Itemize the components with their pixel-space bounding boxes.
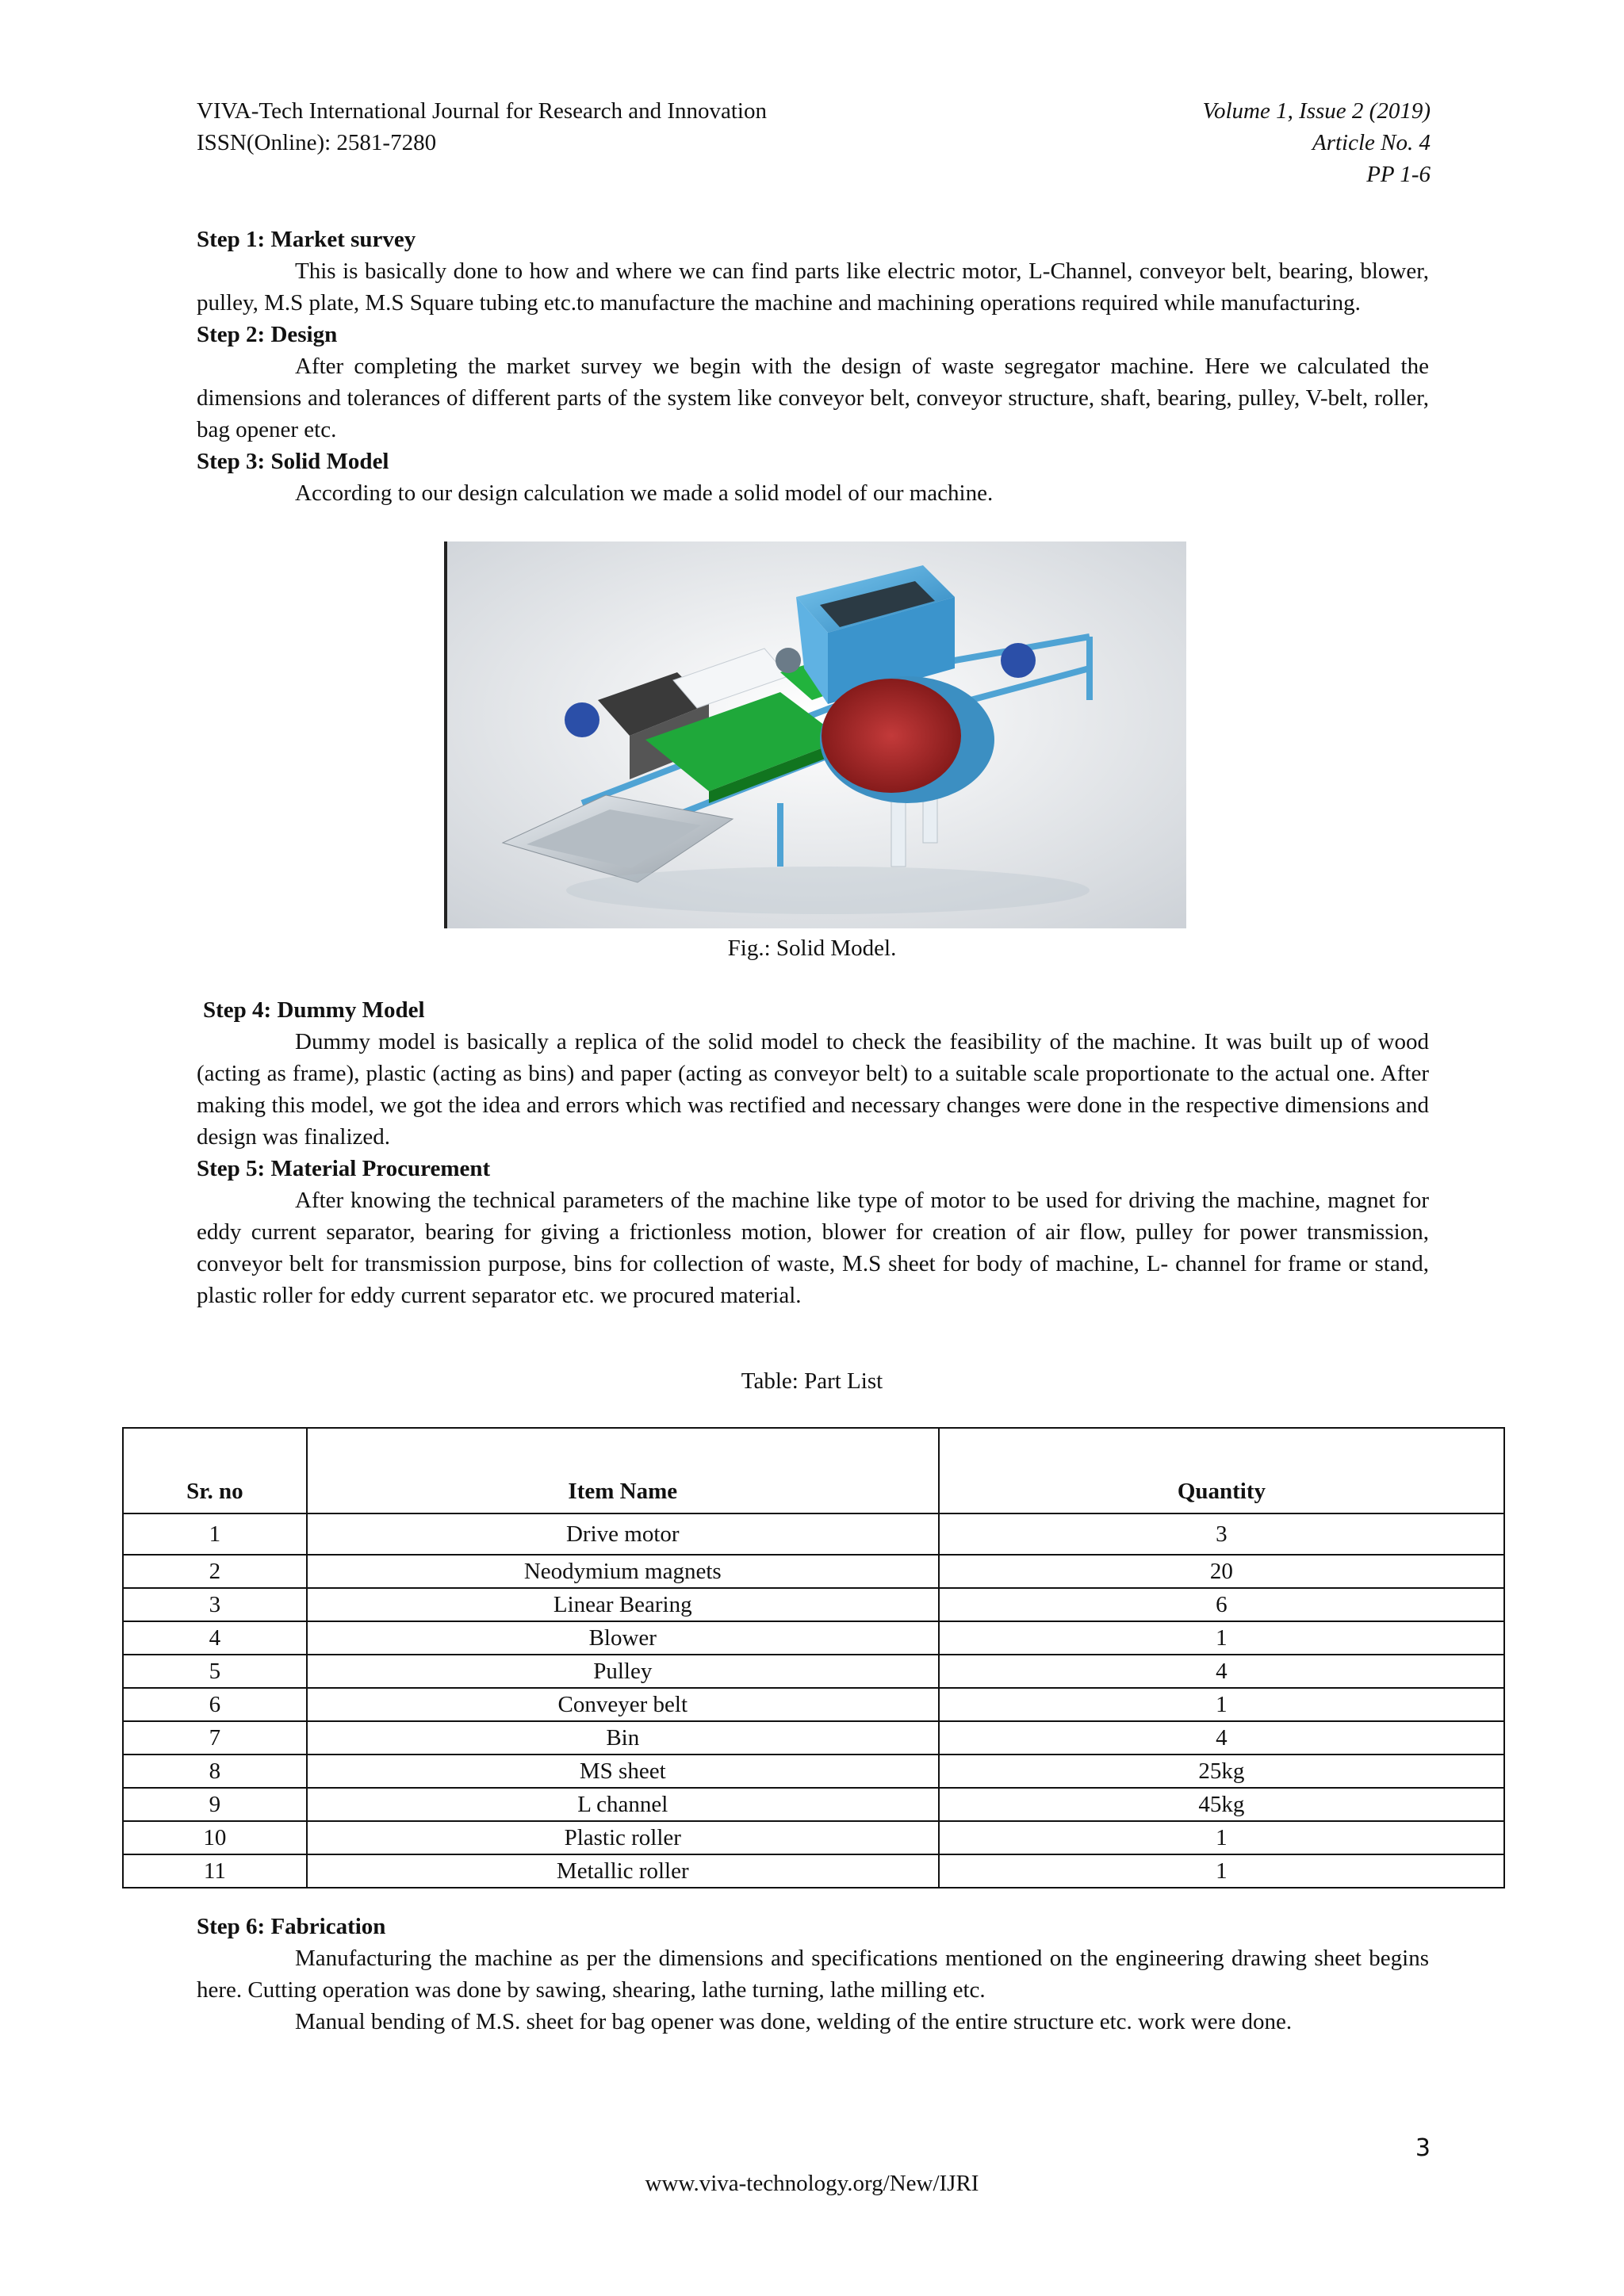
- step-heading: Step 4: Dummy Model: [203, 997, 425, 1023]
- volume-issue: Volume 1, Issue 2 (2019): [1202, 98, 1431, 124]
- step-paragraph: After completing the market survey we begin with the design of waste segregator machine. Here we calculated the dimensions and tolerances of different parts of the system like conveyor belt, conveyor structure, shaft, bearing, pulley, V-belt, roller, bag opener etc.: [197, 354, 1429, 442]
- table-cell: Blower: [307, 1621, 939, 1655]
- journal-title: VIVA-Tech International Journal for Research and Innovation: [197, 98, 767, 124]
- table-cell: 4: [123, 1621, 307, 1655]
- table-cell: 2: [123, 1555, 307, 1588]
- table-row: [123, 1788, 1504, 1821]
- table-row: [123, 1688, 1504, 1721]
- table-cell: L channel: [307, 1788, 939, 1821]
- table-cell: 6: [123, 1688, 307, 1721]
- table-row: [123, 1588, 1504, 1621]
- table-row: [123, 1555, 1504, 1588]
- step-paragraph: Dummy model is basically a replica of the solid model to check the feasibility of the machine. It was built up of wood (acting as frame), plastic (acting as bins) and paper (acting as conveyor belt) to a suitable scale proportionate to the actual one. After making this model, we got the idea and errors which was rectified and necessary changes were done in the respective dimensions and design was finalized.: [197, 1029, 1429, 1150]
- table-cell: 1: [123, 1513, 307, 1555]
- section-steps-1-3: [197, 224, 1429, 509]
- section-steps-4-5: [197, 994, 1429, 1311]
- table-row: [123, 1513, 1504, 1555]
- step-heading: Step 2: Design: [197, 322, 338, 347]
- table-cell: 11: [123, 1854, 307, 1888]
- step-heading: Step 1: Market survey: [197, 227, 416, 252]
- table-cell: 3: [123, 1588, 307, 1621]
- table-row: [123, 1821, 1504, 1854]
- table-cell: 1: [939, 1688, 1504, 1721]
- table-cell: 5: [123, 1655, 307, 1688]
- table-cell: 4: [939, 1721, 1504, 1755]
- table-cell: Pulley: [307, 1655, 939, 1688]
- table-cell: Plastic roller: [307, 1821, 939, 1854]
- column-header: Sr. no: [123, 1428, 307, 1513]
- page-range: PP 1-6: [1366, 162, 1431, 187]
- table-cell: 9: [123, 1788, 307, 1821]
- part-list-table: [122, 1427, 1505, 1888]
- table-cell: 1: [939, 1854, 1504, 1888]
- column-header: Quantity: [939, 1428, 1504, 1513]
- running-header-left: [197, 95, 767, 159]
- solid-model-figure: [444, 541, 1186, 928]
- table-row: [123, 1755, 1504, 1788]
- table-row: [123, 1621, 1504, 1655]
- table-cell: 3: [939, 1513, 1504, 1555]
- figure-caption: Fig.: Solid Model.: [727, 936, 897, 961]
- step-paragraph: This is basically done to how and where we can find parts like electric motor, L-Channel, conveyor belt, bearing, blower, pulley, M.S plate, M.S Square tubing etc.to manufacture the machine and machining operations required while manufacturing.: [197, 258, 1429, 316]
- table-cell: 45kg: [939, 1788, 1504, 1821]
- table-cell: 6: [939, 1588, 1504, 1621]
- table-cell: Bin: [307, 1721, 939, 1755]
- running-header-right: [1202, 95, 1431, 190]
- step-heading: Step 3: Solid Model: [197, 449, 389, 474]
- issn: ISSN(Online): 2581-7280: [197, 130, 437, 155]
- table-row: [123, 1721, 1504, 1755]
- table-cell: Conveyer belt: [307, 1688, 939, 1721]
- article-number: Article No. 4: [1312, 130, 1431, 155]
- table-cell: 25kg: [939, 1755, 1504, 1788]
- step-paragraph: Manual bending of M.S. sheet for bag opener was done, welding of the entire structure etc. work were done.: [295, 2009, 1293, 2034]
- table-cell: Metallic roller: [307, 1854, 939, 1888]
- table-cell: Drive motor: [307, 1513, 939, 1555]
- solid-model-image: [447, 541, 1186, 928]
- column-header: Item Name: [307, 1428, 939, 1513]
- table-cell: Neodymium magnets: [307, 1555, 939, 1588]
- step-paragraph: After knowing the technical parameters of the machine like type of motor to be used for driving the machine, magnet for eddy current separator, bearing for giving a frictionless motion, blower for creation of air flow, pulley for power transmission, conveyor belt for transmission purpose, bins for collection of waste, M.S sheet for body of machine, L- channel for frame or stand, plastic roller for eddy current separator etc. we procured material.: [197, 1188, 1429, 1308]
- footer-url: www.viva-technology.org/New/IJRI: [645, 2171, 979, 2196]
- section-step-6: [197, 1911, 1429, 2038]
- table-cell: 8: [123, 1755, 307, 1788]
- step-paragraph: According to our design calculation we made a solid model of our machine.: [295, 480, 994, 506]
- step-paragraph: Manufacturing the machine as per the dimensions and specifications mentioned on the engineering drawing sheet begins here. Cutting operation was done by sawing, shearing, lathe turning, lathe milling etc.: [197, 1946, 1429, 2003]
- table-header-row: [123, 1428, 1504, 1513]
- table-cell: 1: [939, 1821, 1504, 1854]
- table-caption: Table: Part List: [741, 1368, 883, 1394]
- table-cell: 7: [123, 1721, 307, 1755]
- table-cell: 10: [123, 1821, 307, 1854]
- table-cell: Linear Bearing: [307, 1588, 939, 1621]
- step-heading: Step 5: Material Procurement: [197, 1156, 491, 1181]
- table-row: [123, 1655, 1504, 1688]
- table-cell: MS sheet: [307, 1755, 939, 1788]
- page-number: 3: [1415, 2134, 1431, 2162]
- table-cell: 4: [939, 1655, 1504, 1688]
- table-cell: 20: [939, 1555, 1504, 1588]
- table-row: [123, 1854, 1504, 1888]
- step-heading: Step 6: Fabrication: [197, 1914, 386, 1939]
- table-cell: 1: [939, 1621, 1504, 1655]
